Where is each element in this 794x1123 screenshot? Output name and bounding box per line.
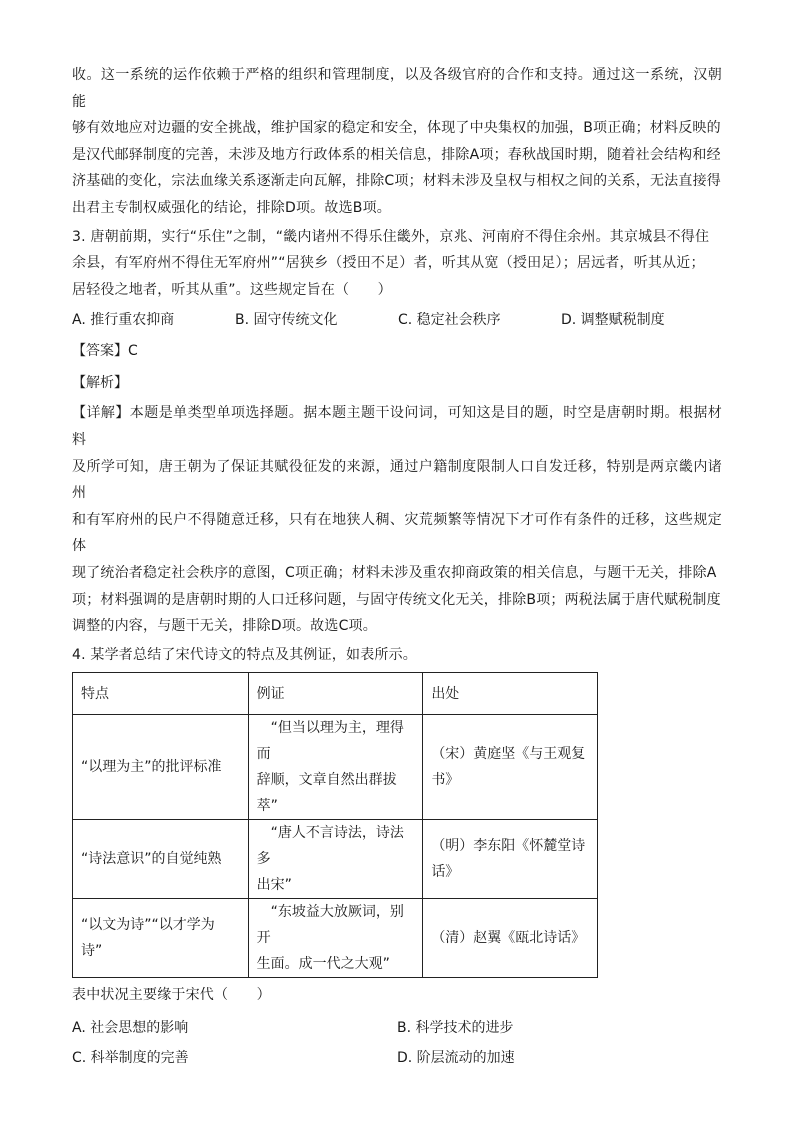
option-b: B. 固守传统文化 bbox=[235, 312, 338, 329]
option-a: A. 社会思想的影响 bbox=[72, 1019, 189, 1036]
comparison-table bbox=[72, 672, 598, 978]
table-cell bbox=[248, 715, 423, 820]
text-line: 及所学可知，唐王朝为了保证其赋役征发的来源，通过户籍制度限制人口自发迁移，特别是两京畿内诸州 bbox=[72, 458, 722, 502]
cell-line: （清）赵翼《瓯北诗话》 bbox=[431, 930, 586, 947]
question-stem: 4. 某学者总结了宋代诗文的特点及其例证，如表所示。 bbox=[72, 646, 418, 663]
option-b: B. 科学技术的进步 bbox=[397, 1019, 514, 1036]
cell-line: （明）李东阳《怀麓堂诗 bbox=[431, 838, 586, 855]
text-line: 是汉代邮驿制度的完善，未涉及地方行政体系的相关信息，排除A项；春秋战国时期，随着社会结构和经 bbox=[72, 146, 721, 163]
cell-line: （宋）黄庭坚《与王观复 bbox=[431, 746, 586, 763]
table-row bbox=[73, 820, 598, 899]
option-d: D. 阶层流动的加速 bbox=[397, 1049, 515, 1066]
text-line: 收。这一系统的运作依赖于严格的组织和管理制度，以及各级官府的合作和支持。通过这一系统，汉朝能 bbox=[72, 67, 722, 110]
question-3-options bbox=[72, 307, 722, 333]
text-line: 调整的内容，与题干无关，排除D项。故选C项。 bbox=[72, 618, 377, 635]
question-stem-line: 居轻役之地者，听其从重”。这些规定旨在（ ） bbox=[72, 281, 392, 298]
option-a: A. 推行重农抑商 bbox=[72, 312, 175, 329]
question-4 bbox=[72, 642, 722, 1073]
table-cell bbox=[73, 899, 249, 978]
table-cell bbox=[423, 820, 598, 899]
previous-analysis-continuation bbox=[72, 62, 722, 222]
text-line: 项；材料强调的是唐朝时期的人口迁移问题，与固守传统文化无关，排除B项；两税法属于唐代赋税制度 bbox=[72, 591, 721, 608]
text-line: 够有效地应对边疆的安全挑战，维护国家的稳定和安全，体现了中央集权的加强，B项正确；材料反映的 bbox=[72, 120, 721, 137]
cell-line: 生面。成一代之大观” bbox=[256, 956, 390, 973]
table-cell bbox=[248, 820, 423, 899]
table-cell: “以理为主”的批评标准 bbox=[73, 715, 249, 820]
cell-line: 辞顺，文章自然出群拔 bbox=[256, 772, 397, 789]
text-line: 【详解】本题是单类型单项选择题。据本题主题干设问词，可知这是目的题，时空是唐朝时期。根据材料 bbox=[72, 405, 722, 448]
table-header-cell: 出处 bbox=[423, 673, 598, 715]
document-page bbox=[72, 62, 722, 1073]
table-header-row bbox=[73, 673, 598, 715]
cell-line: “以文为诗”“以才学为 bbox=[81, 917, 215, 934]
question-text: 表中状况主要缘于宋代（ ） bbox=[72, 987, 271, 1004]
table-cell bbox=[248, 899, 423, 978]
cell-line: 萃” bbox=[256, 798, 278, 815]
answer-value: C bbox=[128, 343, 138, 360]
table-row bbox=[73, 899, 598, 978]
option-c: C. 科举制度的完善 bbox=[72, 1049, 189, 1066]
text-line: 出君主专制权威强化的结论，排除D项。故选B项。 bbox=[72, 199, 391, 216]
question-4-options bbox=[72, 1013, 722, 1073]
detailed-analysis bbox=[72, 400, 722, 639]
answer-line bbox=[72, 336, 722, 366]
analysis-tag: 【解析】 bbox=[72, 375, 128, 392]
text-line: 济基础的变化，宗法血缘关系逐渐走向瓦解，排除C项；材料未涉及皇权与相权之间的关系，无法直接得 bbox=[72, 173, 721, 190]
cell-line: 出宋” bbox=[256, 877, 292, 894]
cell-line: 诗” bbox=[81, 943, 103, 960]
table-header-cell: 特点 bbox=[73, 673, 249, 715]
table-row bbox=[73, 715, 598, 820]
text-line: 和有军府州的民户不得随意迁移，只有在地狭人稠、灾荒频繁等情况下才可作有条件的迁移，这些规定体 bbox=[72, 511, 722, 555]
option-c: C. 稳定社会秩序 bbox=[398, 312, 501, 329]
option-d: D. 调整赋税制度 bbox=[561, 312, 665, 329]
question-stem-line: 余县，有军府州不得住无军府州”“居狭乡（授田不足）者，听其从宽（授田足）；居远者，听其从近； bbox=[72, 255, 705, 272]
table-header-cell: 例证 bbox=[248, 673, 423, 715]
table-cell bbox=[423, 899, 598, 978]
answer-tag: 【答案】 bbox=[72, 343, 128, 360]
question-3 bbox=[72, 224, 722, 640]
cell-line: “但当以理为主，理得而 bbox=[256, 720, 404, 763]
table-cell bbox=[423, 715, 598, 820]
cell-line: 话》 bbox=[431, 864, 460, 881]
question-stem-line: 3. 唐朝前期，实行“乐住”之制，“畿内诸州不得乐住畿外，京兆、河南府不得住余州。其京城县不得住 bbox=[72, 228, 710, 245]
cell-line: “东坡益大放厥词，别开 bbox=[256, 904, 404, 947]
cell-line: 书》 bbox=[431, 772, 460, 789]
table-cell: “诗法意识”的自觉纯熟 bbox=[73, 820, 249, 899]
text-line: 现了统治者稳定社会秩序的意图，C项正确；材料未涉及重农抑商政策的相关信息，与题干无关，排除A bbox=[72, 564, 717, 581]
cell-line: “唐人不言诗法，诗法多 bbox=[256, 825, 404, 868]
